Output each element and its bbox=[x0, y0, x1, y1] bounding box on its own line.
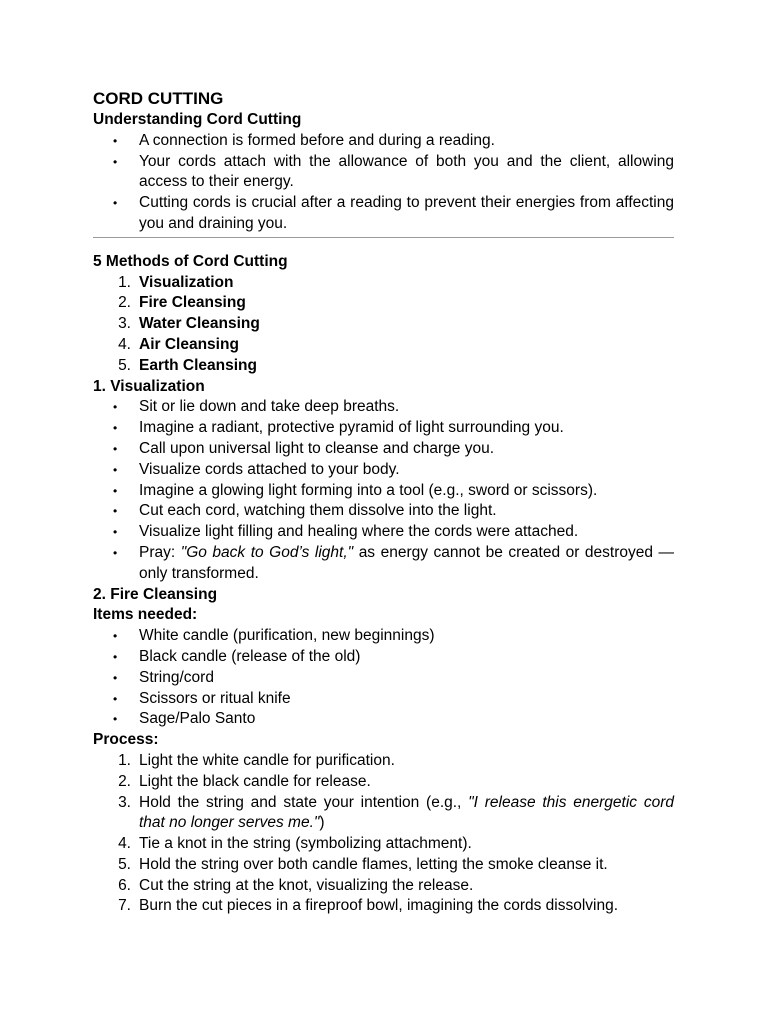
list-item: • Pray: "Go back to God’s light," as energy cannot be created or destroyed —only transformed. bbox=[93, 543, 674, 585]
list-item: 2. Light the black candle for release. bbox=[118, 772, 371, 790]
process-list bbox=[93, 751, 674, 917]
list-item: 5. Hold the string over both candle flames, letting the smoke cleanse it. bbox=[118, 855, 608, 873]
methods-heading: 5 Methods of Cord Cutting bbox=[93, 252, 288, 270]
list-item: • Visualize light filling and healing where the cords were attached. bbox=[93, 522, 674, 543]
list-item: • Call upon universal light to cleanse and charge you. bbox=[93, 439, 674, 460]
list-item: • Imagine a glowing light forming into a tool (e.g., sword or scissors). bbox=[93, 481, 674, 502]
list-item: • Imagine a radiant, protective pyramid of light surrounding you. bbox=[93, 418, 674, 439]
list-item: • White candle (purification, new beginnings) bbox=[93, 626, 674, 647]
visualization-heading: 1. Visualization bbox=[93, 377, 205, 395]
list-item: • Your cords attach with the allowance of both you and the client, allowing access to their energy. bbox=[93, 152, 674, 194]
visualization-list bbox=[93, 397, 674, 584]
methods-list bbox=[93, 273, 674, 377]
list-item: 5. Earth Cleansing bbox=[118, 356, 257, 374]
list-item: 1. Light the white candle for purification. bbox=[118, 751, 395, 769]
items-list bbox=[93, 626, 674, 730]
list-item: • String/cord bbox=[93, 668, 674, 689]
understanding-heading: Understanding Cord Cutting bbox=[93, 111, 302, 128]
divider bbox=[93, 237, 674, 238]
page-title: CORD CUTTING bbox=[93, 89, 224, 108]
list-item: 4. Air Cleansing bbox=[118, 335, 239, 353]
understanding-list bbox=[93, 131, 674, 235]
list-item: 7. Burn the cut pieces in a fireproof bowl, imagining the cords dissolving. bbox=[118, 897, 619, 915]
fire-heading: 2. Fire Cleansing bbox=[93, 585, 218, 603]
list-item: • A connection is formed before and during a reading. bbox=[93, 131, 674, 152]
list-item: 4. Tie a knot in the string (symbolizing attachment). bbox=[118, 835, 472, 853]
list-item: 3. Hold the string and state your intention (e.g., "I release this energetic cord that no longer serves me.") bbox=[118, 793, 674, 832]
list-item: • Black candle (release of the old) bbox=[93, 647, 674, 668]
list-item: • Scissors or ritual knife bbox=[93, 689, 674, 710]
list-item: • Visualize cords attached to your body. bbox=[93, 460, 674, 481]
list-item: 6. Cut the string at the knot, visualizing the release. bbox=[118, 876, 474, 894]
list-item: • Cutting cords is crucial after a reading to prevent their energies from affecting you and draining you. bbox=[93, 193, 674, 235]
list-item: • Sage/Palo Santo bbox=[93, 709, 674, 730]
list-item: • Cut each cord, watching them dissolve into the light. bbox=[93, 501, 674, 522]
process-heading: Process: bbox=[93, 731, 159, 749]
list-item: • Sit or lie down and take deep breaths. bbox=[93, 397, 674, 418]
items-needed-heading: Items needed: bbox=[93, 606, 198, 624]
list-item: 2. Fire Cleansing bbox=[118, 294, 246, 312]
list-item: 3. Water Cleansing bbox=[118, 315, 260, 333]
document-page bbox=[93, 88, 674, 917]
list-item: 1. Visualization bbox=[118, 273, 234, 291]
